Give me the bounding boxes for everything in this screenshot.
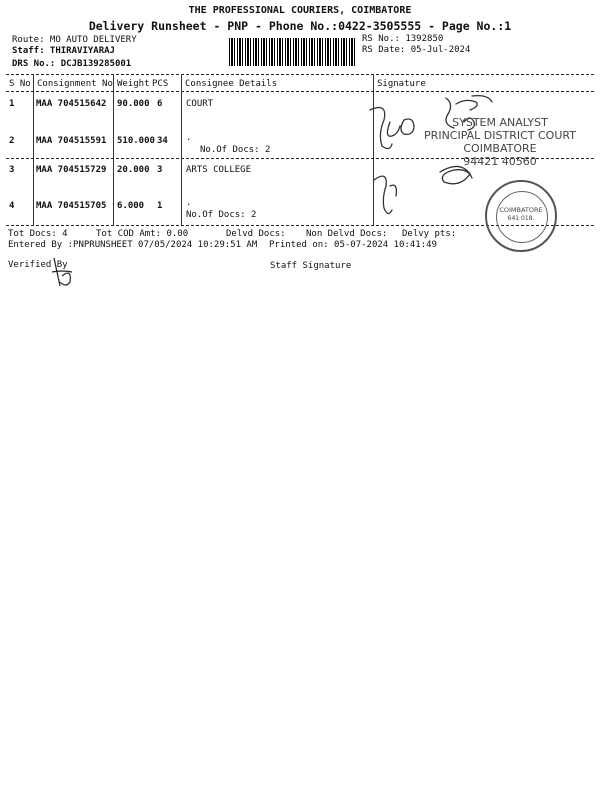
entered-by: Entered By :PNPRUNSHEET 07/05/2024 10:29:51 AM <box>8 240 258 250</box>
row-weight: 90.000 <box>117 99 150 109</box>
row-sno: 2 <box>9 136 15 146</box>
court-stamp-line1: SYSTEM ANALYST <box>452 116 548 129</box>
row-sno: 4 <box>9 201 15 211</box>
row-consignment-no: MAA 704515705 <box>36 201 107 211</box>
row-consignee-dot: . <box>186 198 192 208</box>
row-consignment-no: MAA 704515729 <box>36 165 107 175</box>
printed-on: Printed on: 05-07-2024 10:41:49 <box>269 240 437 250</box>
col-header-pcs: PCS <box>152 79 169 89</box>
verified-by-label: Verified By <box>8 260 68 270</box>
row-docs-count: No.Of Docs: 2 <box>186 210 257 220</box>
court-stamp-line2: PRINCIPAL DISTRICT COURT <box>424 129 576 142</box>
non-delivered-docs: Non Delvd Docs: <box>306 229 388 239</box>
college-seal-pin: 641 018. <box>507 215 535 222</box>
delivery-points: Delvy pts: <box>402 229 457 239</box>
college-seal <box>485 180 557 252</box>
col-header-signature: Signature <box>377 79 426 89</box>
barcode <box>229 38 357 66</box>
rs-number: RS No.: 1392850 <box>362 34 444 44</box>
court-stamp-line3: COIMBATORE <box>463 142 537 155</box>
row-pcs: 34 <box>157 136 168 146</box>
col-divider <box>33 74 34 225</box>
staff-signature-label: Staff Signature <box>270 261 352 271</box>
row-weight: 20.000 <box>117 165 150 175</box>
court-stamp-phone: 94421 40560 <box>463 155 537 168</box>
runsheet-subtitle: Delivery Runsheet - PNP - Phone No.:0422-3505555 - Page No.:1 <box>88 19 512 33</box>
row-weight: 6.000 <box>117 201 145 211</box>
row-consignee: COURT <box>186 99 214 109</box>
total-docs: Tot Docs: 4 <box>8 229 68 239</box>
row-sno: 1 <box>9 99 15 109</box>
college-seal-center: COIMBATORE <box>499 206 543 214</box>
delivered-docs: Delvd Docs: <box>226 229 286 239</box>
col-header-weight: Weight <box>117 79 150 89</box>
col-header-consignment: Consignment No <box>37 79 113 89</box>
row-consignment-no: MAA 704515591 <box>36 136 107 146</box>
row-consignee: ARTS COLLEGE <box>186 165 252 175</box>
row-pcs: 6 <box>157 99 163 109</box>
table-top-rule <box>6 74 594 75</box>
row-docs-count: No.Of Docs: 2 <box>200 145 271 155</box>
route-label: Route: MO AUTO DELIVERY <box>12 35 137 45</box>
col-header-consignee: Consignee Details <box>185 79 278 89</box>
row-pcs: 1 <box>157 201 163 211</box>
col-divider <box>113 74 114 225</box>
col-divider <box>181 74 182 225</box>
row-pcs: 3 <box>157 165 163 175</box>
col-header-sno: S No <box>9 79 31 89</box>
verifier-signature <box>48 256 78 290</box>
staff-label: Staff: THIRAVIYARAJ <box>12 46 115 56</box>
row-consignee-dot: . <box>186 133 192 143</box>
drs-number: DRS No.: DCJB139285001 <box>12 59 132 69</box>
company-title: THE PROFESSIONAL COURIERS, COIMBATORE <box>188 5 412 16</box>
rs-date: RS Date: 05-Jul-2024 <box>362 45 471 55</box>
row-weight: 510.000 <box>117 136 155 146</box>
row-consignment-no: MAA 704515642 <box>36 99 107 109</box>
total-cod-amount: Tot COD Amt: 0.00 <box>96 229 189 239</box>
row-sno: 3 <box>9 165 15 175</box>
